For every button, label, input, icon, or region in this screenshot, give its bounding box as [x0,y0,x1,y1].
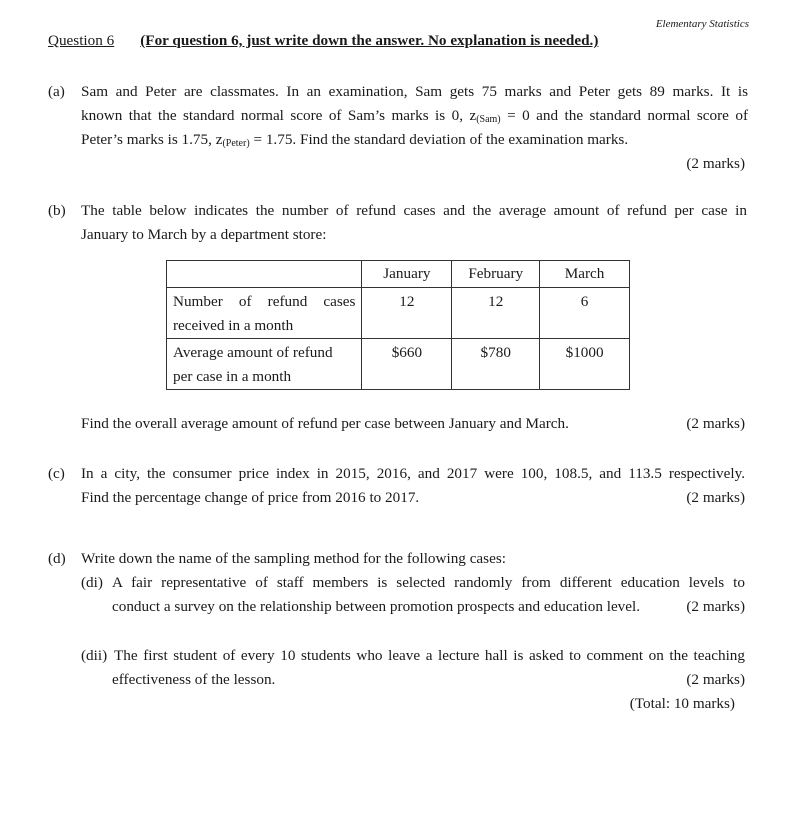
part-dii-marks: (2 marks) [686,671,745,688]
part-b-label: (b) [48,202,66,219]
cell-cases-mar: 6 [540,288,630,339]
total-marks: (Total: 10 marks) [629,695,735,712]
part-a-line2 [81,104,748,128]
part-b-line2: January to March by a department store: [81,226,327,243]
part-di-line2: conduct a survey on the relationship between promotion prospects and education level. [112,598,641,615]
part-c-line1: In a city, the consumer price index in 2015, 2016, and 2017 were 100, 108.5, and 113.5 respectively. [81,465,745,482]
part-c-marks: (2 marks) [686,489,745,506]
refund-table [166,260,630,390]
part-c-line2: Find the percentage change of price from 2016 to 2017. [81,489,420,506]
z-peter-subscript: (Peter) [222,138,250,149]
part-di-label: (di) [81,574,103,591]
z-sam-subscript: (Sam) [476,114,501,125]
part-a-line1: Sam and Peter are classmates. In an examination, Sam gets 75 marks and Peter gets 89 marks. It is [81,83,748,100]
row-avg-refund-label: Average amount of refund per case in a month [167,339,362,390]
part-d-intro: Write down the name of the sampling method for the following cases: [81,550,506,567]
table-row [167,339,630,390]
table-header-row [167,261,630,288]
cell-cases-feb: 12 [452,288,540,339]
cell-avg-mar: $1000 [540,339,630,390]
part-dii-label: (dii) [81,647,108,664]
part-di-marks: (2 marks) [686,598,745,615]
cell-avg-jan: $660 [362,339,452,390]
question-instruction: (For question 6, just write down the answer. No explanation is needed.) [140,32,599,49]
part-a-marks: (2 marks) [686,155,745,172]
part-c-label: (c) [48,465,65,482]
part-d-label: (d) [48,550,66,567]
part-b-line1: The table below indicates the number of refund cases and the average amount of refund per case in [81,202,747,219]
col-march: March [540,261,630,288]
question-number: Question 6 [48,32,115,49]
table-corner-cell [167,261,362,288]
row-refund-cases-label: Number of refund cases received in a month [167,288,362,339]
part-a-line3-rest: = 1.75. Find the standard deviation of the examination marks. [249,131,629,148]
col-february: February [452,261,540,288]
part-b-marks: (2 marks) [686,415,745,432]
table-row [167,288,630,339]
cell-avg-feb: $780 [452,339,540,390]
col-january: January [362,261,452,288]
cell-cases-jan: 12 [362,288,452,339]
part-a-label: (a) [48,83,65,100]
part-dii-line1: The first student of every 10 students who leave a lecture hall is asked to comment on the teaching [114,647,745,664]
question-title [48,29,598,53]
part-b-question: Find the overall average amount of refund per case between January and March. [81,415,569,432]
part-a-line2-text: known that the standard normal score of Sam’s marks is 0, z [81,107,477,124]
part-a-line2-rest: = 0 and the standard normal score of [500,107,748,124]
part-a-line3 [81,128,628,152]
part-dii-line2: effectiveness of the lesson. [112,671,276,688]
part-di-line1: A fair representative of staff members is selected randomly from different education levels to [112,574,745,591]
subject-header: Elementary Statistics [655,18,749,30]
part-a-line3-text: Peter’s marks is 1.75, z [81,131,223,148]
